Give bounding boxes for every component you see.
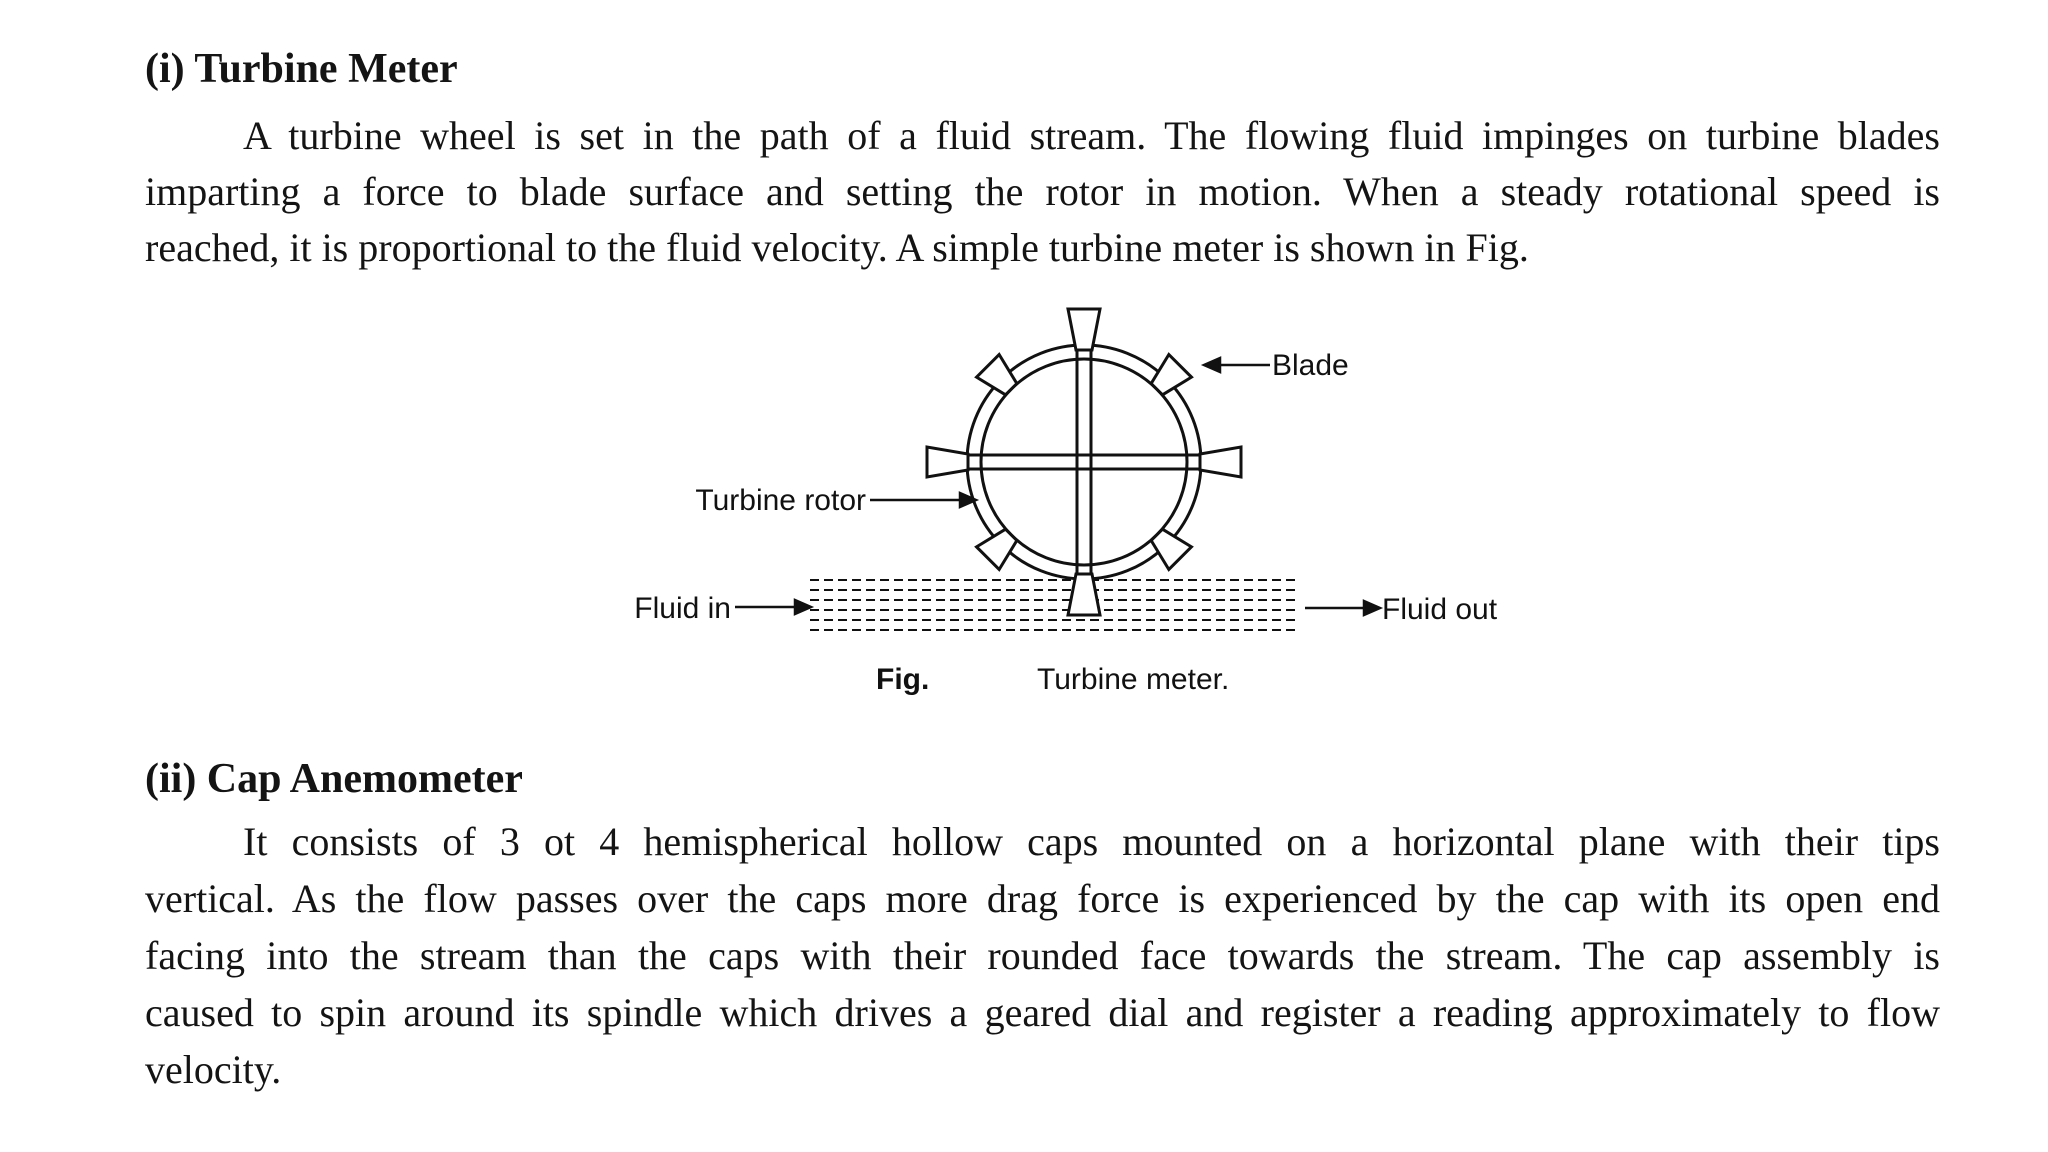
figure-caption-prefix: Fig. <box>876 663 930 696</box>
paragraph-line: velocity. <box>145 1047 282 1092</box>
paragraph-line: reached, it is proportional to the fluid velocity. A simple turbine meter is shown in Fig. <box>145 225 1529 270</box>
label-turbine-rotor: Turbine rotor <box>695 484 866 517</box>
cap-anemometer-paragraph <box>145 813 1940 1098</box>
section-heading-cap-anemometer: (ii) Cap Anemometer <box>145 756 523 802</box>
fluid-stream-lines <box>810 580 1300 630</box>
blade <box>1200 447 1241 477</box>
turbine-meter-diagram <box>600 295 1540 715</box>
paragraph-line: vertical. As the flow passes over the caps more drag force is experienced by the cap with its open end <box>145 876 1940 921</box>
label-fluid-out: Fluid out <box>1382 593 1498 626</box>
fluid-in-arrowhead <box>795 600 811 614</box>
paragraph-line: imparting a force to blade surface and setting the rotor in motion. When a steady rotational speed is <box>145 169 1940 214</box>
fluid-out-arrowhead <box>1364 601 1380 615</box>
paragraph-line: It consists of 3 ot 4 hemispherical hollow caps mounted on a horizontal plane with their tips <box>243 819 1940 864</box>
paragraph-line: A turbine wheel is set in the path of a fluid stream. The flowing fluid impinges on turbine blades <box>243 113 1940 158</box>
paragraph-line: caused to spin around its spindle which drives a geared dial and register a reading approximately to flow <box>145 990 1940 1035</box>
blade-arrowhead <box>1204 358 1220 372</box>
blade <box>1068 309 1100 350</box>
label-fluid-in: Fluid in <box>634 592 731 625</box>
turbine-meter-figure <box>600 295 1540 715</box>
turbine-meter-paragraph <box>145 108 1940 276</box>
label-blade: Blade <box>1272 349 1349 382</box>
section-heading-turbine-meter: (i) Turbine Meter <box>145 46 458 92</box>
blade <box>927 447 968 477</box>
paragraph-line: facing into the stream than the caps with their rounded face towards the stream. The cap assembly is <box>145 933 1940 978</box>
figure-caption: Turbine meter. <box>1037 663 1230 696</box>
